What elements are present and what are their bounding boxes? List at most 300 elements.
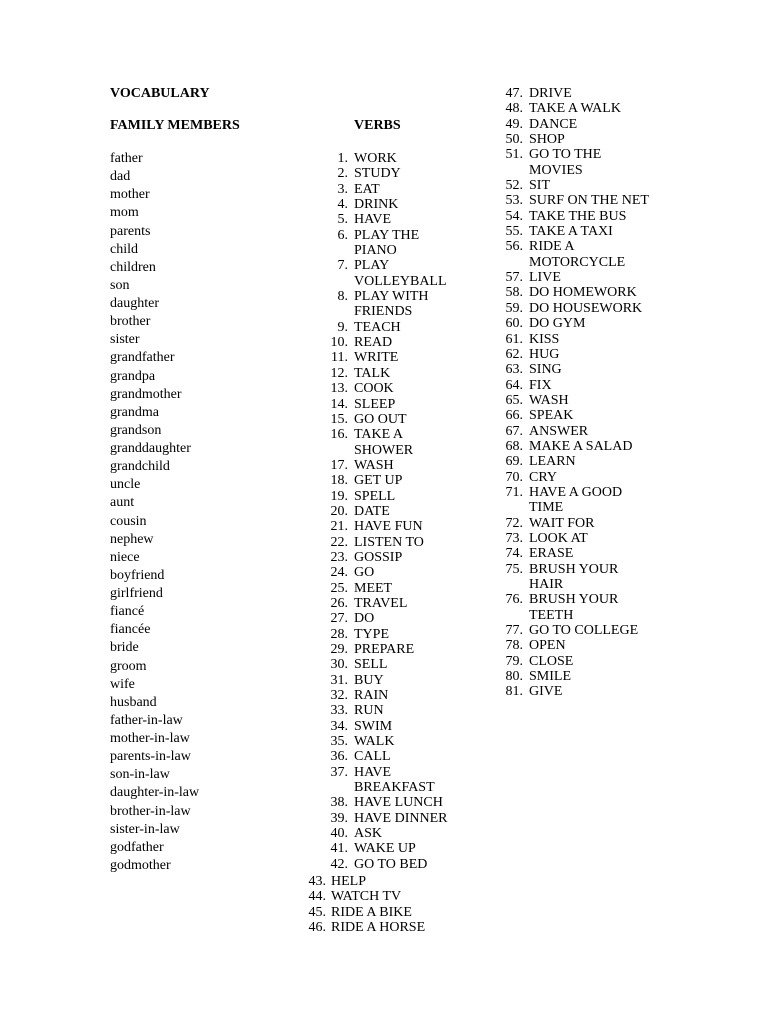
family-member-item: godfather — [110, 839, 164, 855]
verb-text — [529, 378, 649, 393]
verb-text — [354, 228, 447, 259]
verb-text-line: GO TO THE — [529, 147, 602, 163]
verb-item — [308, 920, 425, 935]
family-member-item: fiancé — [110, 604, 145, 620]
verb-item — [483, 209, 649, 224]
verb-item — [483, 654, 649, 669]
verb-text — [354, 335, 447, 350]
verb-text — [354, 581, 447, 596]
verb-text-line: SELL — [354, 657, 388, 673]
family-member-item: granddaughter — [110, 441, 191, 456]
verb-number: 15. — [330, 411, 348, 427]
verb-item — [308, 874, 425, 889]
verb-item — [483, 270, 649, 285]
verb-number: 77. — [505, 623, 523, 639]
verb-item — [483, 485, 649, 516]
verb-number: 26. — [330, 595, 348, 611]
family-member-item: father — [110, 151, 143, 166]
verb-text — [354, 397, 447, 412]
verb-text — [354, 212, 447, 227]
verb-text-line: BREAKFAST — [354, 780, 435, 796]
verb-item — [308, 596, 447, 611]
family-member-item: father-in-law — [110, 712, 183, 728]
verb-item — [483, 684, 649, 699]
verb-text — [529, 347, 649, 362]
verb-text — [529, 362, 649, 377]
verb-number: 63. — [505, 362, 523, 378]
verb-text — [354, 719, 447, 734]
verb-item — [308, 427, 447, 458]
verb-number: 42. — [330, 856, 348, 872]
verb-number: 44. — [308, 889, 326, 905]
verb-text — [354, 182, 447, 197]
verb-text — [529, 623, 649, 638]
verb-text — [529, 669, 649, 684]
verb-text — [354, 611, 447, 626]
verb-text — [529, 270, 649, 285]
verb-number: 74. — [505, 546, 523, 562]
verb-text — [529, 424, 649, 439]
verb-text — [529, 285, 649, 300]
verb-number: 47. — [505, 86, 523, 101]
verb-number: 5. — [337, 212, 348, 228]
verbs-list-column-2 — [483, 86, 649, 700]
verb-text — [354, 734, 447, 749]
verb-item — [483, 638, 649, 653]
verb-number: 56. — [505, 239, 523, 255]
verb-text — [354, 535, 447, 550]
verb-text — [331, 889, 425, 904]
family-member-item: boyfriend — [110, 567, 165, 583]
verb-text — [331, 874, 425, 889]
verb-text-line: WORK — [354, 151, 397, 166]
verb-number: 3. — [337, 181, 348, 197]
verb-text-line: VOLLEYBALL — [354, 273, 447, 289]
family-member-item: daughter — [110, 296, 159, 311]
verb-text-line: MAKE A SALAD — [529, 438, 633, 454]
verb-number: 78. — [505, 638, 523, 654]
verb-text — [529, 485, 649, 516]
verb-number: 22. — [330, 534, 348, 550]
verb-text — [529, 408, 649, 423]
verb-number: 48. — [505, 101, 523, 117]
verb-text — [354, 289, 447, 320]
verb-text — [529, 209, 649, 224]
verb-text-line: KISS — [529, 331, 560, 347]
verb-item — [483, 562, 649, 593]
verb-text-line: HAVE FUN — [354, 519, 423, 535]
verb-text-line: BRUSH YOUR — [529, 561, 619, 577]
verb-item — [308, 381, 447, 396]
family-member-item: grandma — [110, 404, 159, 420]
verb-text-line: HELP — [331, 874, 366, 889]
verb-text-line: TEETH — [529, 607, 574, 623]
verb-number: 72. — [505, 515, 523, 531]
verb-number: 53. — [505, 193, 523, 209]
verb-item — [308, 197, 447, 212]
verb-number: 29. — [330, 642, 348, 657]
verb-text-line: PLAY — [354, 258, 390, 274]
verb-text — [529, 592, 649, 623]
verb-text-line: RIDE A — [529, 239, 575, 255]
verb-text — [529, 638, 649, 653]
family-member-item: son — [110, 277, 130, 293]
family-member-item: children — [110, 259, 156, 275]
family-member-item: grandson — [110, 422, 162, 438]
verb-text-line: HAVE A GOOD — [529, 484, 623, 500]
verb-text-line: FIX — [529, 377, 552, 393]
verb-item — [308, 765, 447, 796]
verb-number: 45. — [308, 904, 326, 920]
verb-text-line: WALK — [354, 734, 395, 750]
verb-text-line: HAVE — [354, 764, 392, 780]
verb-text — [529, 531, 649, 546]
verb-number: 27. — [330, 611, 348, 627]
verb-item — [308, 350, 447, 365]
verb-text — [354, 258, 447, 289]
verb-number: 46. — [308, 920, 326, 936]
verb-item — [308, 857, 447, 872]
verb-text-line: BUY — [354, 672, 384, 688]
verb-text — [354, 795, 447, 810]
verb-text-line: WAIT FOR — [529, 515, 595, 531]
verb-item — [308, 673, 447, 688]
verb-text-line: ERASE — [529, 546, 574, 562]
verbs-heading: VERBS — [354, 118, 401, 133]
verb-number: 61. — [505, 331, 523, 347]
verb-text — [529, 546, 649, 561]
verb-text — [354, 765, 447, 796]
verb-text-line: SWIM — [354, 718, 393, 734]
verb-text — [529, 101, 649, 116]
family-member-item: grandpa — [110, 368, 156, 384]
verb-item — [308, 795, 447, 810]
verb-item — [483, 132, 649, 147]
verb-text-line: HAVE DINNER — [354, 810, 448, 826]
verb-item — [483, 378, 649, 393]
verb-item — [308, 565, 447, 580]
verb-number: 79. — [505, 653, 523, 669]
verb-text-line: TAKE A — [354, 427, 404, 443]
family-member-item: brother — [110, 314, 151, 330]
verb-item — [308, 166, 447, 181]
verb-text-line: GOSSIP — [354, 549, 403, 565]
verb-number: 8. — [337, 289, 348, 305]
verb-number: 6. — [337, 227, 348, 243]
verb-item — [308, 734, 447, 749]
verb-text-line: RIDE A HORSE — [331, 920, 426, 936]
verb-text-line: DRIVE — [529, 86, 572, 101]
verb-item — [483, 408, 649, 423]
verb-text — [529, 562, 649, 593]
verb-text-line: TYPE — [354, 626, 389, 642]
verb-item — [483, 669, 649, 684]
verb-text — [354, 320, 447, 335]
verb-text — [529, 516, 649, 531]
verb-text — [354, 366, 447, 381]
verb-text-line: HUG — [529, 346, 560, 362]
verb-text — [529, 470, 649, 485]
verb-text-line: WATCH TV — [331, 889, 402, 905]
verb-text — [354, 197, 447, 212]
verb-text — [354, 841, 447, 856]
verb-text-line: GO TO BED — [354, 856, 428, 872]
verb-text — [354, 427, 447, 458]
verb-number: 50. — [505, 132, 523, 148]
verb-item — [308, 289, 447, 320]
verb-text-line: TRAVEL — [354, 595, 408, 611]
verb-text-line: OPEN — [529, 638, 566, 654]
verb-item — [308, 458, 447, 473]
verb-text — [354, 458, 447, 473]
verb-text-line: DO HOUSEWORK — [529, 300, 643, 316]
verb-text — [354, 412, 447, 427]
family-member-item: fiancée — [110, 622, 151, 638]
verb-item — [483, 470, 649, 485]
verb-item — [308, 905, 425, 920]
verb-text — [354, 166, 447, 181]
verb-text — [354, 749, 447, 764]
verb-text-line: DRINK — [354, 197, 399, 213]
verb-text-line: DO — [354, 611, 375, 627]
verb-item — [483, 101, 649, 116]
verb-number: 19. — [330, 488, 348, 504]
family-member-item: parents — [110, 223, 151, 239]
verb-item — [308, 151, 447, 166]
verb-number: 1. — [337, 151, 348, 166]
verb-item — [308, 212, 447, 227]
verb-item — [308, 228, 447, 259]
family-member-item: niece — [110, 549, 140, 565]
verb-text-line: RAIN — [354, 688, 389, 704]
verb-item — [308, 535, 447, 550]
verb-text — [331, 920, 425, 935]
verb-text-line: TAKE A TAXI — [529, 224, 613, 240]
verb-item — [483, 531, 649, 546]
verb-text — [354, 565, 447, 580]
verb-text-line: MOTORCYCLE — [529, 254, 626, 270]
verb-text-line: WAKE UP — [354, 841, 416, 857]
verb-number: 43. — [308, 874, 326, 889]
verb-text-line: CALL — [354, 749, 391, 765]
verb-number: 66. — [505, 408, 523, 424]
verb-text-line: PLAY WITH — [354, 289, 429, 305]
verb-text — [529, 654, 649, 669]
verb-item — [483, 239, 649, 270]
verb-text — [354, 151, 447, 166]
verb-number: 80. — [505, 669, 523, 685]
verb-number: 40. — [330, 826, 348, 842]
verb-text-line: TEACH — [354, 319, 401, 335]
family-member-item: aunt — [110, 495, 135, 511]
verb-item — [483, 301, 649, 316]
verb-text — [529, 86, 649, 101]
verb-number: 36. — [330, 749, 348, 765]
family-member-item: wife — [110, 676, 135, 692]
verb-text-line: GO — [354, 565, 375, 581]
verb-text — [354, 381, 447, 396]
verb-item — [483, 147, 649, 178]
verb-text-line: BRUSH YOUR — [529, 592, 619, 608]
verb-text — [354, 550, 447, 565]
verb-text-line: DO HOMEWORK — [529, 285, 637, 301]
family-members-list — [110, 151, 199, 876]
verb-text — [529, 178, 649, 193]
verb-text-line: GO TO COLLEGE — [529, 623, 639, 639]
verb-text — [529, 316, 649, 331]
verb-text-line: SING — [529, 362, 562, 378]
verb-text-line: TIME — [529, 500, 564, 516]
verb-text-line: SURF ON THE NET — [529, 193, 649, 209]
verb-text-line: WASH — [354, 457, 394, 473]
family-member-item: godmother — [110, 857, 171, 873]
verb-text — [354, 811, 447, 826]
family-member-item: brother-in-law — [110, 803, 191, 819]
verb-text-line: SHOWER — [354, 442, 414, 458]
verb-text — [529, 132, 649, 147]
verb-number: 60. — [505, 316, 523, 332]
verb-text-line: COOK — [354, 381, 394, 397]
family-member-item: husband — [110, 694, 157, 710]
verb-text-line: DATE — [354, 503, 390, 519]
verb-number: 32. — [330, 688, 348, 704]
family-member-item: nephew — [110, 531, 154, 547]
verb-number: 17. — [330, 457, 348, 473]
verb-item — [483, 117, 649, 132]
verb-number: 49. — [505, 116, 523, 132]
verb-number: 81. — [505, 684, 523, 700]
verb-text — [529, 439, 649, 454]
verb-item — [308, 182, 447, 197]
family-member-item: groom — [110, 658, 147, 674]
verb-item — [308, 826, 447, 841]
family-members-heading: FAMILY MEMBERS — [110, 118, 240, 133]
verbs-list-column-1-tail — [308, 874, 425, 935]
verb-item — [483, 178, 649, 193]
verb-text-line: CRY — [529, 469, 558, 485]
family-member-item: girlfriend — [110, 586, 163, 601]
verb-text-line: PLAY THE — [354, 227, 420, 243]
verb-text — [354, 826, 447, 841]
verb-text — [354, 489, 447, 504]
verb-text-line: SMILE — [529, 669, 571, 685]
verb-text-line: PIANO — [354, 243, 397, 259]
verb-item — [308, 366, 447, 381]
verb-text-line: TAKE THE BUS — [529, 208, 627, 224]
verb-text-line: SHOP — [529, 132, 565, 148]
verb-text — [354, 642, 447, 657]
family-member-item: grandchild — [110, 459, 170, 475]
verb-text — [354, 596, 447, 611]
family-member-item: parents-in-law — [110, 749, 191, 765]
verb-item — [308, 581, 447, 596]
verb-item — [308, 320, 447, 335]
verb-number: 37. — [330, 764, 348, 780]
verb-text-line: TALK — [354, 365, 391, 381]
verb-item — [308, 719, 447, 734]
verb-text-line: HAIR — [529, 577, 564, 592]
verb-text — [354, 657, 447, 672]
family-member-item: dad — [110, 169, 131, 185]
verb-number: 39. — [330, 810, 348, 826]
verb-text-line: SPEAK — [529, 408, 574, 424]
verb-item — [308, 841, 447, 856]
verb-number: 55. — [505, 224, 523, 240]
verb-text — [354, 703, 447, 718]
verb-item — [483, 332, 649, 347]
verb-number: 54. — [505, 208, 523, 224]
verb-text — [354, 688, 447, 703]
verb-text-line: LIVE — [529, 270, 561, 286]
verb-item — [483, 454, 649, 469]
verb-number: 35. — [330, 734, 348, 750]
verbs-list-column-1 — [308, 151, 447, 872]
verb-item — [483, 439, 649, 454]
verb-item — [308, 703, 447, 718]
verb-item — [483, 546, 649, 561]
verb-number: 70. — [505, 469, 523, 485]
verb-text-line: ANSWER — [529, 423, 589, 439]
verb-text — [529, 147, 649, 178]
verb-number: 13. — [330, 381, 348, 397]
verb-number: 68. — [505, 438, 523, 454]
verb-number: 65. — [505, 392, 523, 408]
verb-item — [483, 347, 649, 362]
verb-text-line: MEET — [354, 580, 393, 596]
verb-number: 7. — [337, 258, 348, 274]
verb-number: 4. — [337, 197, 348, 213]
verb-item — [308, 335, 447, 350]
verb-number: 2. — [337, 166, 348, 182]
verb-number: 28. — [330, 626, 348, 642]
verb-item — [308, 473, 447, 488]
verb-text — [354, 627, 447, 642]
verb-number: 16. — [330, 427, 348, 443]
verb-text — [354, 857, 447, 872]
verb-number: 73. — [505, 530, 523, 546]
verb-text-line: DO GYM — [529, 316, 586, 332]
verb-text-line: SIT — [529, 178, 550, 194]
verb-text-line: WASH — [529, 392, 569, 408]
family-member-item: mother — [110, 187, 150, 203]
family-member-item: child — [110, 241, 138, 257]
verb-item — [483, 362, 649, 377]
verb-number: 62. — [505, 346, 523, 362]
verb-number: 9. — [337, 319, 348, 335]
verb-item — [308, 627, 447, 642]
verb-text-line: READ — [354, 335, 393, 351]
verb-number: 59. — [505, 300, 523, 316]
verb-text-line: EAT — [354, 181, 380, 197]
verb-number: 30. — [330, 657, 348, 673]
verb-number: 76. — [505, 592, 523, 608]
verb-item — [483, 592, 649, 623]
verb-number: 23. — [330, 549, 348, 565]
verb-number: 51. — [505, 147, 523, 163]
family-member-item: grandfather — [110, 350, 175, 366]
family-member-item: grandmother — [110, 386, 182, 402]
verb-text-line: MOVIES — [529, 162, 583, 178]
verb-number: 67. — [505, 423, 523, 439]
verb-item — [308, 258, 447, 289]
verb-text — [529, 454, 649, 469]
verb-text-line: ASK — [354, 826, 383, 842]
verb-text-line: GIVE — [529, 684, 563, 700]
verb-number: 21. — [330, 519, 348, 535]
verb-text — [529, 684, 649, 699]
verb-text-line: FRIENDS — [354, 304, 413, 320]
page-title: VOCABULARY — [110, 86, 210, 101]
